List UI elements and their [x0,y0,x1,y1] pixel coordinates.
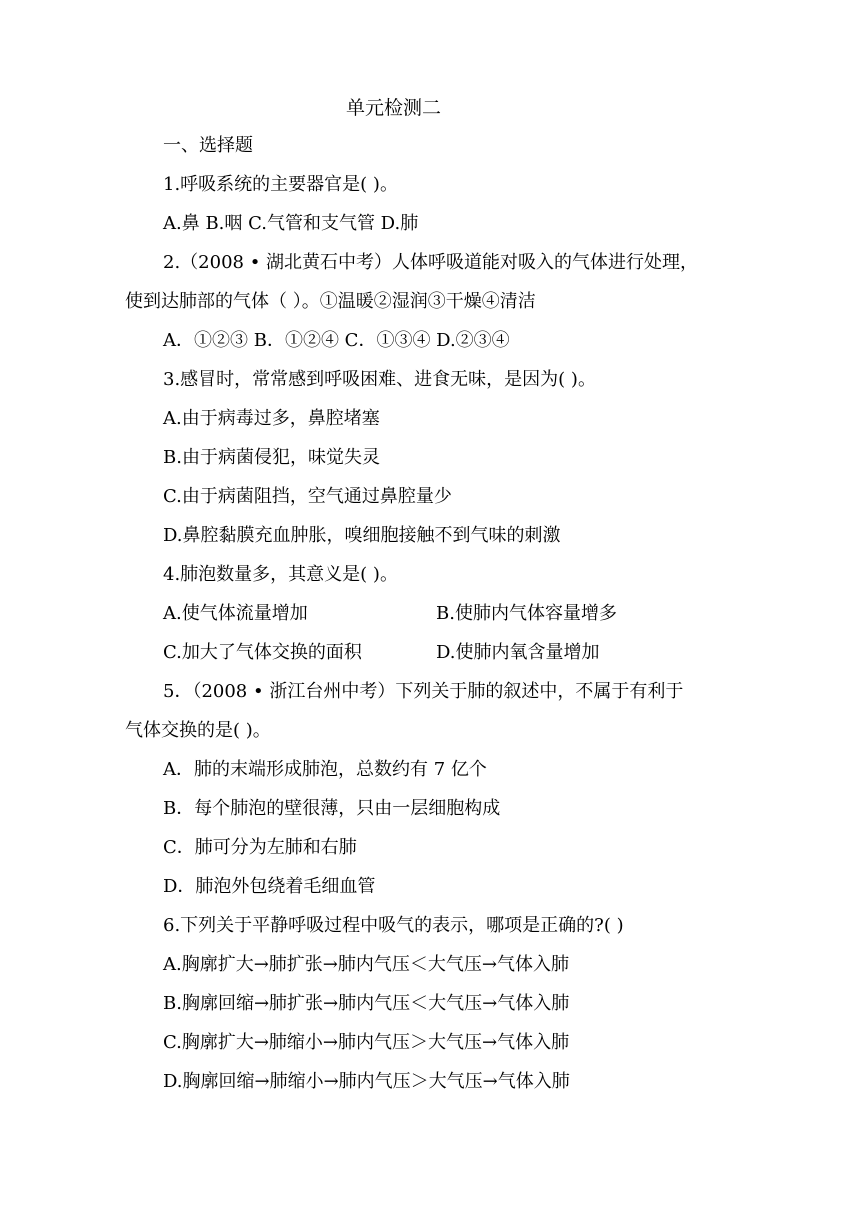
section-heading: 一、选择题 [163,135,253,156]
q4-option-b: B.使肺内气体容量增多 [436,603,617,624]
q3-option-b: B.由于病菌侵犯，味觉失灵 [163,447,380,468]
q5-option-d: D．肺泡外包绕着毛细血管 [163,876,376,897]
q6-option-a: A.胸廓扩大→肺扩张→肺内气压＜大气压→气体入肺 [163,954,569,975]
q5-option-b: B．每个肺泡的壁很薄，只由一层细胞构成 [163,798,501,819]
q1-stem: 1.呼吸系统的主要器官是( )。 [163,174,398,195]
q3-stem: 3.感冒时，常常感到呼吸困难、进食无味，是因为( )。 [163,369,596,390]
q3-option-d: D.鼻腔黏膜充血肿胀，嗅细胞接触不到气味的刺激 [163,525,561,546]
q6-option-b: B.胸廓回缩→肺扩张→肺内气压＜大气压→气体入肺 [163,993,570,1014]
q3-option-a: A.由于病毒过多，鼻腔堵塞 [163,408,380,429]
q2-stem-line1: 2.（2008 • 湖北黄石中考）人体呼吸道能对吸入的气体进行处理， [163,252,699,273]
q1-options: A.鼻 B.咽 C.气管和支气管 D.肺 [163,213,419,234]
q4-option-d: D.使肺内氧含量增加 [436,642,600,663]
q6-option-c: C.胸廓扩大→肺缩小→肺内气压＞大气压→气体入肺 [163,1032,570,1053]
q6-option-d: D.胸廓回缩→肺缩小→肺内气压＞大气压→气体入肺 [163,1071,570,1092]
q4-stem: 4.肺泡数量多，其意义是( )。 [163,564,398,585]
q4-option-c: C.加大了气体交换的面积 [163,642,362,663]
q5-stem-line2: 气体交换的是( )。 [125,720,271,741]
q5-option-a: A．肺的末端形成肺泡，总数约有 7 亿个 [163,759,487,780]
q3-option-c: C.由于病菌阻挡，空气通过鼻腔量少 [163,486,452,507]
q5-option-c: C．肺可分为左肺和右肺 [163,837,357,858]
page-title: 单元检测二 [346,97,442,119]
q2-options: A．①②③ B．①②④ C．①③④ D.②③④ [163,330,510,351]
q5-stem-line1: 5．（2008 • 浙江台州中考）下列关于肺的叙述中，不属于有利于 [163,681,684,702]
q4-option-a: A.使气体流量增加 [163,603,308,624]
q2-stem-line2: 使到达肺部的气体（ ）。①温暖②湿润③干燥④清洁 [125,291,536,312]
q6-stem: 6.下列关于平静呼吸过程中吸气的表示，哪项是正确的?( ) [163,915,624,936]
